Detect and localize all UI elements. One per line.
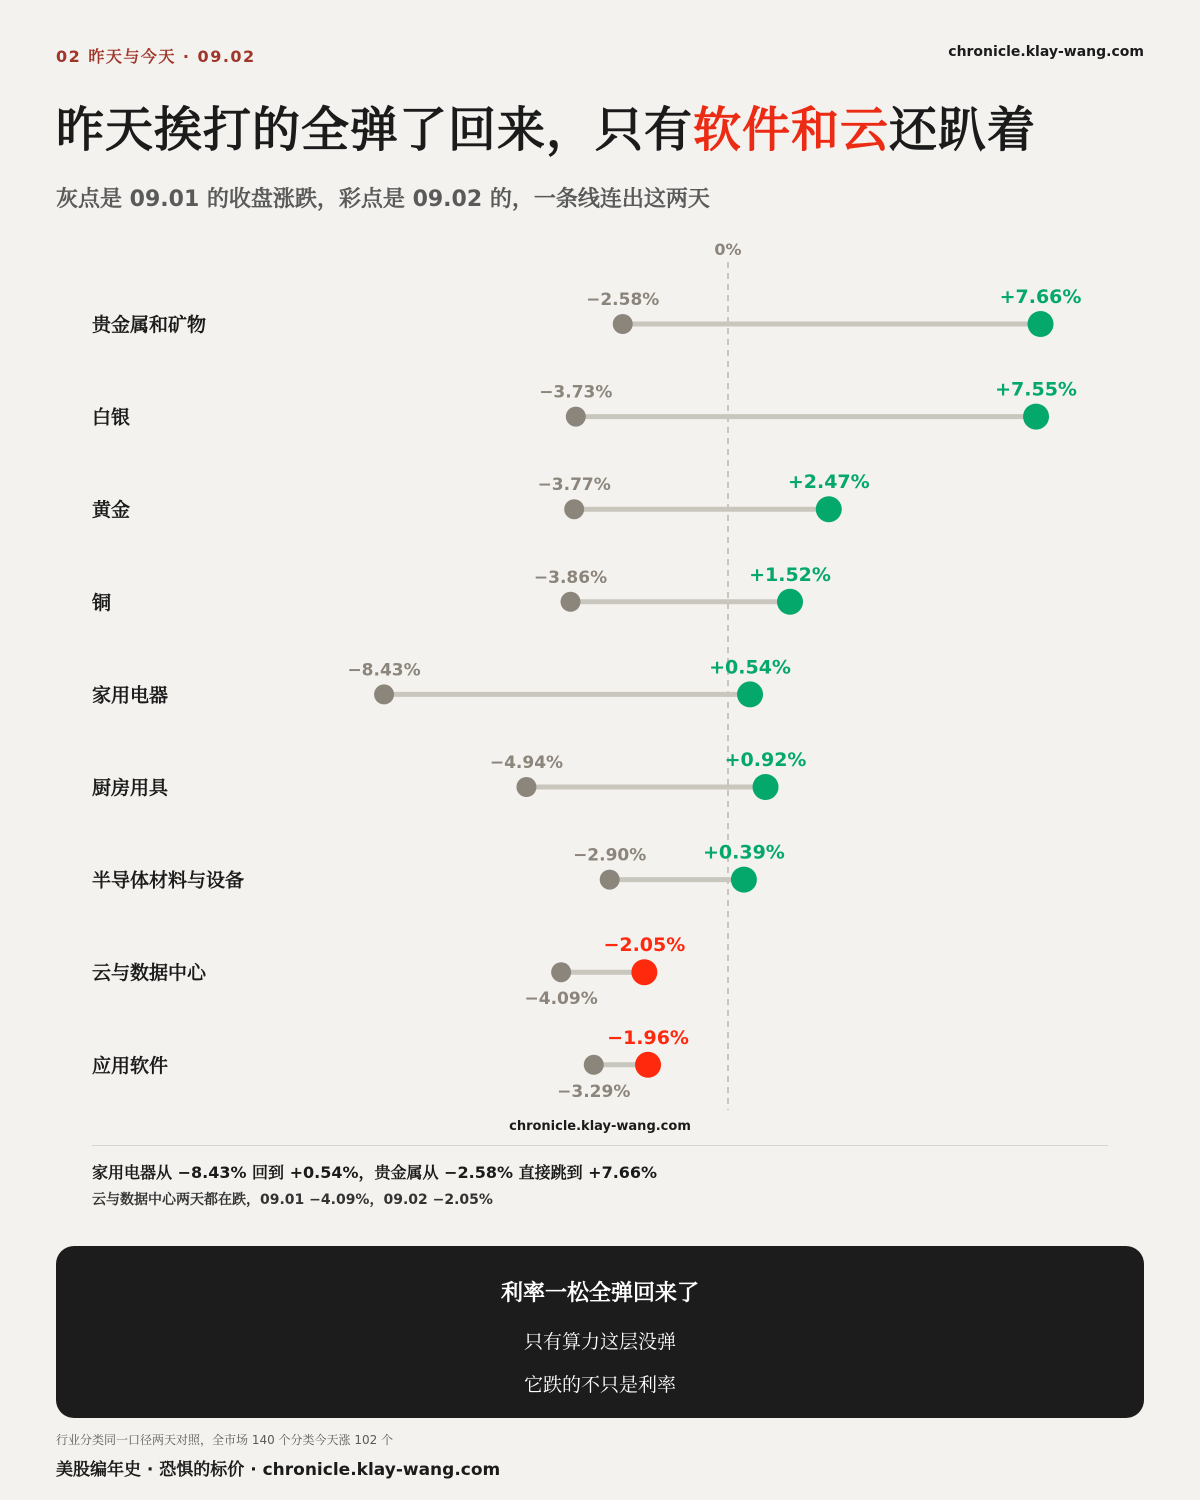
page-title	[56, 104, 1036, 157]
callout-line-2: 它跌的不只是利率	[523, 1374, 676, 1396]
curr-dot	[737, 681, 763, 707]
curr-value-label: +0.54%	[709, 656, 791, 679]
curr-dot	[753, 774, 779, 800]
curr-dot	[631, 959, 657, 985]
top-bar	[56, 44, 1144, 68]
callout-heading: 利率一松全弹回来了	[500, 1281, 699, 1306]
curr-value-label: +0.39%	[702, 841, 785, 864]
prev-dot	[374, 684, 394, 704]
prev-value-label: −4.09%	[524, 989, 598, 1010]
prev-value-label: −3.77%	[537, 475, 611, 496]
prev-dot	[566, 407, 586, 427]
row-label: 云与数据中心	[92, 962, 207, 985]
note-line-2: 云与数据中心两天都在跌，09.01 −4.09%，09.02 −2.05%	[92, 1192, 493, 1208]
section-kicker: 02 昨天与今天 · 09.02	[56, 47, 256, 66]
curr-value-label: −1.96%	[607, 1026, 689, 1049]
footer-brand: 美股编年史 · 恐惧的标价 · chronicle.klay-wang.com	[56, 1460, 501, 1480]
site-url[interactable]: chronicle.klay-wang.com	[948, 44, 1144, 60]
callout-box	[56, 1246, 1144, 1418]
prev-value-label: −4.94%	[489, 753, 564, 773]
prev-value-label: −2.90%	[573, 845, 647, 866]
prev-value-label: −3.86%	[533, 567, 608, 588]
curr-value-label: +0.92%	[724, 749, 807, 771]
row-label: 铜	[92, 591, 112, 614]
row-label: 半导体材料与设备	[92, 869, 245, 892]
curr-value-label: +2.47%	[787, 471, 870, 494]
curr-value-label: −2.05%	[603, 934, 686, 957]
row-label: 白银	[92, 406, 131, 429]
curr-value-label: +7.55%	[995, 378, 1077, 401]
note-line-1: 家用电器从 −8.43% 回到 +0.54%，贵金属从 −2.58% 直接跳到 +7.66%	[92, 1163, 658, 1182]
row-label: 厨房用具	[92, 777, 169, 799]
prev-value-label: −3.29%	[557, 1081, 631, 1102]
curr-dot	[731, 867, 757, 893]
prev-dot	[584, 1055, 604, 1075]
row-label: 黄金	[92, 499, 131, 522]
curr-dot	[777, 589, 803, 615]
callout-line-1: 只有算力这层没弹	[523, 1331, 676, 1353]
row-label: 家用电器	[92, 684, 169, 707]
prev-dot	[561, 592, 581, 612]
curr-value-label: +1.52%	[749, 563, 831, 586]
row-label: 应用软件	[92, 1054, 169, 1077]
divider	[92, 1145, 1108, 1146]
page-subtitle: 灰点是 09.01 的收盘涨跌，彩点是 09.02 的，一条线连出这两天	[56, 187, 710, 212]
prev-value-label: −2.58%	[586, 290, 660, 310]
footnote: 行业分类同一口径两天对照，全市场 140 个分类今天涨 102 个	[56, 1433, 394, 1447]
curr-dot	[816, 496, 842, 522]
prev-dot	[600, 870, 620, 890]
prev-dot	[516, 777, 536, 797]
title-part1: 昨天挨打的全弹了回来，只有	[56, 102, 694, 158]
curr-value-label: +7.66%	[999, 286, 1082, 308]
row-label: 贵金属和矿物	[92, 314, 207, 336]
curr-dot	[1023, 404, 1049, 430]
prev-dot	[613, 314, 633, 334]
zero-label: 0%	[714, 240, 742, 259]
prev-value-label: −8.43%	[347, 660, 421, 681]
prev-dot	[564, 499, 584, 519]
curr-dot	[1028, 311, 1054, 337]
curr-dot	[635, 1052, 661, 1078]
prev-dot	[551, 962, 571, 982]
title-highlight: 软件和云	[693, 102, 890, 158]
title-part2: 还趴着	[889, 102, 1037, 158]
prev-value-label: −3.73%	[539, 382, 613, 403]
chart-watermark: chronicle.klay-wang.com	[509, 1119, 691, 1134]
dumbbell-chart	[0, 230, 1200, 1135]
